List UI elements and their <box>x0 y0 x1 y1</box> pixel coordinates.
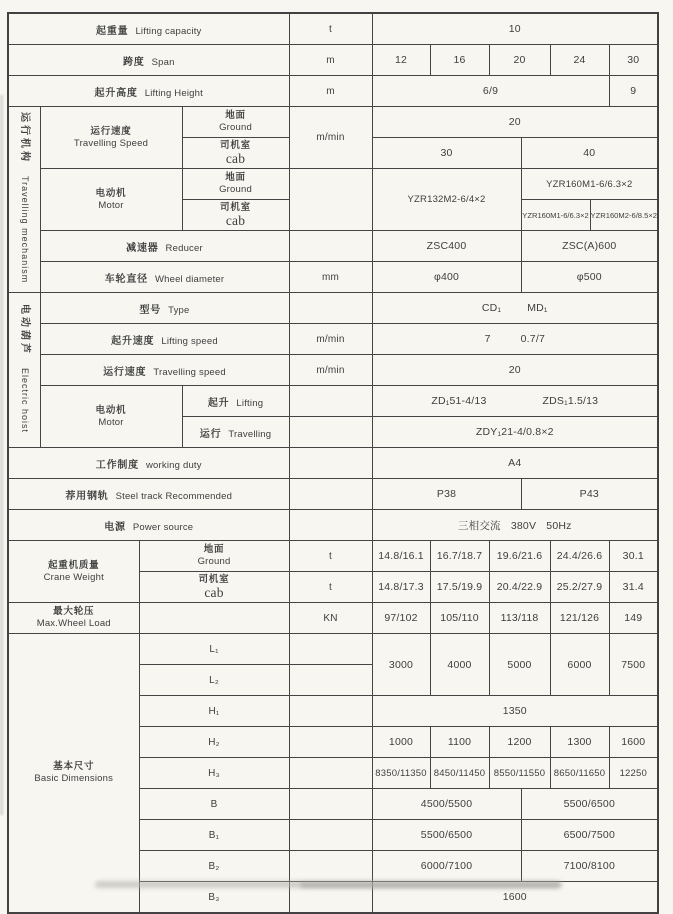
hoist-lifting-speed-value-2: 0.7/7 <box>520 333 545 345</box>
steel-track-left-value: P38 <box>372 479 521 510</box>
hoist-type-value-1: CD₁ <box>481 302 502 314</box>
reducer-right-value: ZSC(A)600 <box>521 231 658 262</box>
travelling-speed-cab-right: 40 <box>521 138 658 169</box>
working-duty-value: A4 <box>372 448 658 479</box>
steel-track-label-en: Steel track Recommended <box>115 490 233 502</box>
hoist-travelling-speed-label-en: Travelling speed <box>153 366 226 378</box>
max-wheel-load-5: 149 <box>609 603 658 634</box>
crane-spec-table <box>7 12 659 914</box>
max-wheel-load-sub-empty <box>139 603 289 634</box>
span-value-4: 24 <box>550 45 609 76</box>
section-travelling-mechanism <box>8 107 40 293</box>
row-power-source <box>8 510 658 541</box>
row-max-wheel-load <box>8 603 658 634</box>
hoist-motor-lifting-value-2: ZDS₁1.5/13 <box>542 395 599 407</box>
dim-L-value-3: 5000 <box>489 634 550 696</box>
dim-L2-unit-empty <box>289 665 372 696</box>
crane-weight-ground-unit: t <box>289 541 372 572</box>
hoist-lifting-speed-label <box>40 324 289 355</box>
motor-cab-label <box>182 200 289 231</box>
span-label <box>8 45 289 76</box>
motor-main-value: YZR132M2-6/4×2 <box>372 169 521 231</box>
dim-H3-value-3: 8550/11550 <box>489 758 550 789</box>
crane-weight-cab-label <box>139 572 289 603</box>
dim-L-value-1: 3000 <box>372 634 430 696</box>
hoist-motor-label-zh: 电动机 <box>95 404 127 416</box>
crane-weight-cab-4: 25.2/27.9 <box>550 572 609 603</box>
crane-weight-cab-2: 17.5/19.9 <box>430 572 489 603</box>
dim-H2-unit-empty <box>289 727 372 758</box>
section-travelling-mechanism-en: Travelling mechanism <box>19 176 30 284</box>
basic-dimensions-label-en: Basic Dimensions <box>34 773 114 784</box>
max-wheel-load-label <box>8 603 139 634</box>
dim-B-right: 5500/6500 <box>521 789 658 820</box>
row-crane-weight-ground <box>8 541 658 572</box>
hoist-lifting-speed-label-zh: 起升速度 <box>111 335 155 347</box>
motor-label-en: Motor <box>98 199 124 211</box>
dim-B2-label: B₂ <box>139 851 289 882</box>
dim-B1-label: B₁ <box>139 820 289 851</box>
lifting-capacity-value: 10 <box>372 13 658 45</box>
lifting-height-label-zh: 起升高度 <box>94 87 138 99</box>
dim-L-value-4: 6000 <box>550 634 609 696</box>
dim-L2-label: L₂ <box>139 665 289 696</box>
max-wheel-load-unit: KN <box>289 603 372 634</box>
row-travelling-speed-ground <box>8 107 658 138</box>
reducer-unit-empty <box>289 231 372 262</box>
wheel-diameter-left-value: φ400 <box>372 262 521 293</box>
crane-weight-ground-4: 24.4/26.6 <box>550 541 609 572</box>
wheel-diameter-label-en: Wheel diameter <box>154 273 225 285</box>
reducer-label <box>40 231 289 262</box>
hoist-type-value-2: MD₁ <box>527 302 548 314</box>
hoist-motor-travelling-label-en: Travelling <box>228 428 272 440</box>
cab-label-zh: 司机室 <box>198 574 230 586</box>
dim-B-label: B <box>139 789 289 820</box>
motor-cab-right-b: YZR160M2-6/8.5×2 <box>590 200 658 231</box>
power-source-unit-empty <box>289 510 372 541</box>
crane-weight-label-zh: 起重机质量 <box>47 559 100 571</box>
row-span <box>8 45 658 76</box>
motor-ground-right-value: YZR160M1-6/6.3×2 <box>521 169 658 200</box>
power-source-label-en: Power source <box>132 521 194 533</box>
max-wheel-load-1: 97/102 <box>372 603 430 634</box>
max-wheel-load-3: 113/118 <box>489 603 550 634</box>
hoist-motor-lifting-label-en: Lifting <box>236 397 264 409</box>
hoist-motor-label-en: Motor <box>98 416 124 428</box>
hoist-motor-travelling-value: ZDY₁21-4/0.8×2 <box>372 417 658 448</box>
section-electric-hoist-text <box>19 304 30 433</box>
dim-L-value-5: 7500 <box>609 634 658 696</box>
reducer-label-en: Reducer <box>165 242 203 254</box>
working-duty-label-en: working duty <box>145 459 202 471</box>
crane-weight-cab-5: 31.4 <box>609 572 658 603</box>
dim-H2-value-3: 1200 <box>489 727 550 758</box>
scan-smudge-dark <box>300 882 562 888</box>
dim-H3-value-5: 12250 <box>609 758 658 789</box>
row-hoist-travelling-speed <box>8 355 658 386</box>
motor-ground-label <box>182 169 289 200</box>
motor-cab-right-a: YZR160M1-6/6.3×2 <box>521 200 590 231</box>
power-source-label-zh: 电源 <box>104 521 126 533</box>
cab-label-zh: 司机室 <box>220 202 251 214</box>
ground-label-zh: 地面 <box>225 172 246 184</box>
row-dim-L1 <box>8 634 658 665</box>
lifting-capacity-label <box>8 13 289 45</box>
section-electric-hoist-en: Electric hoist <box>19 367 30 434</box>
travelling-speed-unit: m/min <box>289 107 372 169</box>
hoist-type-unit-empty <box>289 293 372 324</box>
row-steel-track <box>8 479 658 510</box>
wheel-diameter-right-value: φ500 <box>521 262 658 293</box>
dim-H2-value-5: 1600 <box>609 727 658 758</box>
dim-B2-unit-empty <box>289 851 372 882</box>
dim-L1-label: L₁ <box>139 634 289 665</box>
lifting-capacity-unit: t <box>289 13 372 45</box>
dim-H1-value: 1350 <box>372 696 658 727</box>
row-hoist-type <box>8 293 658 324</box>
ground-label-zh: 地面 <box>203 544 225 556</box>
dim-H1-unit-empty <box>289 696 372 727</box>
travelling-speed-label-en: Travelling Speed <box>73 137 149 149</box>
scan-edge-shadow <box>0 95 3 815</box>
hoist-motor-travelling-unit-empty <box>289 417 372 448</box>
hoist-lifting-speed-label-en: Lifting speed <box>161 335 218 347</box>
crane-weight-ground-3: 19.6/21.6 <box>489 541 550 572</box>
travelling-speed-cab-label <box>182 138 289 169</box>
span-value-5: 30 <box>609 45 658 76</box>
dim-B3-label: B₃ <box>139 882 289 914</box>
hoist-lifting-speed-unit: m/min <box>289 324 372 355</box>
ground-label-zh: 地面 <box>225 110 246 122</box>
crane-weight-ground-label <box>139 541 289 572</box>
working-duty-label <box>8 448 289 479</box>
hoist-type-label-en: Type <box>168 304 190 316</box>
travelling-speed-ground-label <box>182 107 289 138</box>
dim-H3-label: H₃ <box>139 758 289 789</box>
motor-label-zh: 电动机 <box>95 187 127 199</box>
steel-track-label-zh: 荐用钢轨 <box>65 490 109 502</box>
cab-label-zh: 司机室 <box>220 140 251 152</box>
wheel-diameter-label <box>40 262 289 293</box>
crane-weight-ground-2: 16.7/18.7 <box>430 541 489 572</box>
travelling-speed-label <box>40 107 182 169</box>
max-wheel-load-2: 105/110 <box>430 603 489 634</box>
steel-track-label <box>8 479 289 510</box>
hoist-type-label-zh: 型号 <box>139 304 162 316</box>
hoist-motor-lifting-label-zh: 起升 <box>207 397 230 409</box>
hoist-motor-lifting-value-1: ZD₁51-4/13 <box>431 395 487 407</box>
row-reducer <box>8 231 658 262</box>
lifting-height-unit: m <box>289 76 372 107</box>
lifting-height-value-main: 6/9 <box>372 76 609 107</box>
reducer-label-zh: 减速器 <box>126 242 159 254</box>
dim-H3-value-2: 8450/11450 <box>430 758 489 789</box>
section-travelling-mechanism-zh: 运行机构 <box>18 112 30 165</box>
steel-track-right-value: P43 <box>521 479 658 510</box>
row-motor-ground <box>8 169 658 200</box>
hoist-lifting-speed-value <box>372 324 658 355</box>
lifting-height-label-en: Lifting Height <box>144 87 203 99</box>
dim-B3-value: 1600 <box>372 882 658 914</box>
dim-H2-label: H₂ <box>139 727 289 758</box>
hoist-travelling-speed-unit: m/min <box>289 355 372 386</box>
cab-label-en: cab <box>225 213 246 229</box>
ground-label-en: Ground <box>197 556 231 567</box>
dim-B1-left: 5500/6500 <box>372 820 521 851</box>
span-label-zh: 跨度 <box>122 56 145 68</box>
basic-dimensions-label <box>8 634 139 914</box>
motor-unit-empty <box>289 169 372 231</box>
travelling-speed-label-zh: 运行速度 <box>90 125 132 137</box>
span-value-2: 16 <box>430 45 489 76</box>
dim-B1-right: 6500/7500 <box>521 820 658 851</box>
travelling-speed-ground-value: 20 <box>372 107 658 138</box>
travelling-speed-cab-left: 30 <box>372 138 521 169</box>
row-hoist-lifting-speed <box>8 324 658 355</box>
power-source-value: 三相交流 380V 50Hz <box>372 510 658 541</box>
dim-H1-label: H₁ <box>139 696 289 727</box>
section-electric-hoist-zh: 电动葫芦 <box>18 303 30 356</box>
dim-B-unit-empty <box>289 789 372 820</box>
span-label-en: Span <box>151 56 175 68</box>
dim-B-left: 4500/5500 <box>372 789 521 820</box>
crane-weight-ground-1: 14.8/16.1 <box>372 541 430 572</box>
dim-H2-value-4: 1300 <box>550 727 609 758</box>
steel-track-unit-empty <box>289 479 372 510</box>
section-electric-hoist <box>8 293 40 448</box>
dim-H3-value-4: 8650/11650 <box>550 758 609 789</box>
wheel-diameter-unit: mm <box>289 262 372 293</box>
hoist-type-label <box>40 293 289 324</box>
max-wheel-load-label-zh: 最大轮压 <box>53 606 95 618</box>
hoist-motor-lifting-label <box>182 386 289 417</box>
hoist-motor-lifting-value <box>372 386 658 417</box>
dim-B2-left: 6000/7100 <box>372 851 521 882</box>
dim-L-value-2: 4000 <box>430 634 489 696</box>
row-wheel-diameter <box>8 262 658 293</box>
span-value-3: 20 <box>489 45 550 76</box>
crane-weight-cab-3: 20.4/22.9 <box>489 572 550 603</box>
cab-label-en: cab <box>204 585 224 601</box>
span-unit: m <box>289 45 372 76</box>
ground-label-en: Ground <box>219 184 252 195</box>
dim-H3-unit-empty <box>289 758 372 789</box>
dim-H2-value-1: 1000 <box>372 727 430 758</box>
lifting-height-label <box>8 76 289 107</box>
max-wheel-load-4: 121/126 <box>550 603 609 634</box>
dim-B1-unit-empty <box>289 820 372 851</box>
hoist-travelling-speed-value: 20 <box>372 355 658 386</box>
lifting-capacity-label-en: Lifting capacity <box>135 25 202 37</box>
row-hoist-motor-lifting <box>8 386 658 417</box>
span-value-1: 12 <box>372 45 430 76</box>
hoist-motor-travelling-label <box>182 417 289 448</box>
dim-H3-value-1: 8350/11350 <box>372 758 430 789</box>
dim-L1-unit-empty <box>289 634 372 665</box>
crane-weight-cab-1: 14.8/17.3 <box>372 572 430 603</box>
section-travelling-mechanism-text <box>19 112 30 283</box>
working-duty-label-zh: 工作制度 <box>95 459 139 471</box>
row-working-duty <box>8 448 658 479</box>
hoist-travelling-speed-label-zh: 运行速度 <box>103 366 147 378</box>
cab-label-en: cab <box>225 151 246 167</box>
hoist-motor-lifting-unit-empty <box>289 386 372 417</box>
lifting-capacity-label-zh: 起重量 <box>96 25 129 37</box>
dim-B2-right: 7100/8100 <box>521 851 658 882</box>
crane-weight-ground-5: 30.1 <box>609 541 658 572</box>
crane-weight-label <box>8 541 139 603</box>
crane-weight-label-en: Crane Weight <box>43 571 104 583</box>
motor-label <box>40 169 182 231</box>
hoist-travelling-speed-label <box>40 355 289 386</box>
crane-weight-cab-unit: t <box>289 572 372 603</box>
lifting-height-value-last: 9 <box>609 76 658 107</box>
wheel-diameter-label-zh: 车轮直径 <box>104 273 148 285</box>
hoist-lifting-speed-value-1: 7 <box>484 333 491 345</box>
hoist-motor-label <box>40 386 182 448</box>
ground-label-en: Ground <box>219 122 252 133</box>
row-lifting-capacity <box>8 13 658 45</box>
max-wheel-load-label-en: Max.Wheel Load <box>36 618 111 629</box>
hoist-motor-travelling-label-zh: 运行 <box>199 428 222 440</box>
basic-dimensions-label-zh: 基本尺寸 <box>53 761 95 773</box>
power-source-label <box>8 510 289 541</box>
row-lifting-height <box>8 76 658 107</box>
working-duty-unit-empty <box>289 448 372 479</box>
reducer-left-value: ZSC400 <box>372 231 521 262</box>
hoist-type-value <box>372 293 658 324</box>
dim-H2-value-2: 1100 <box>430 727 489 758</box>
